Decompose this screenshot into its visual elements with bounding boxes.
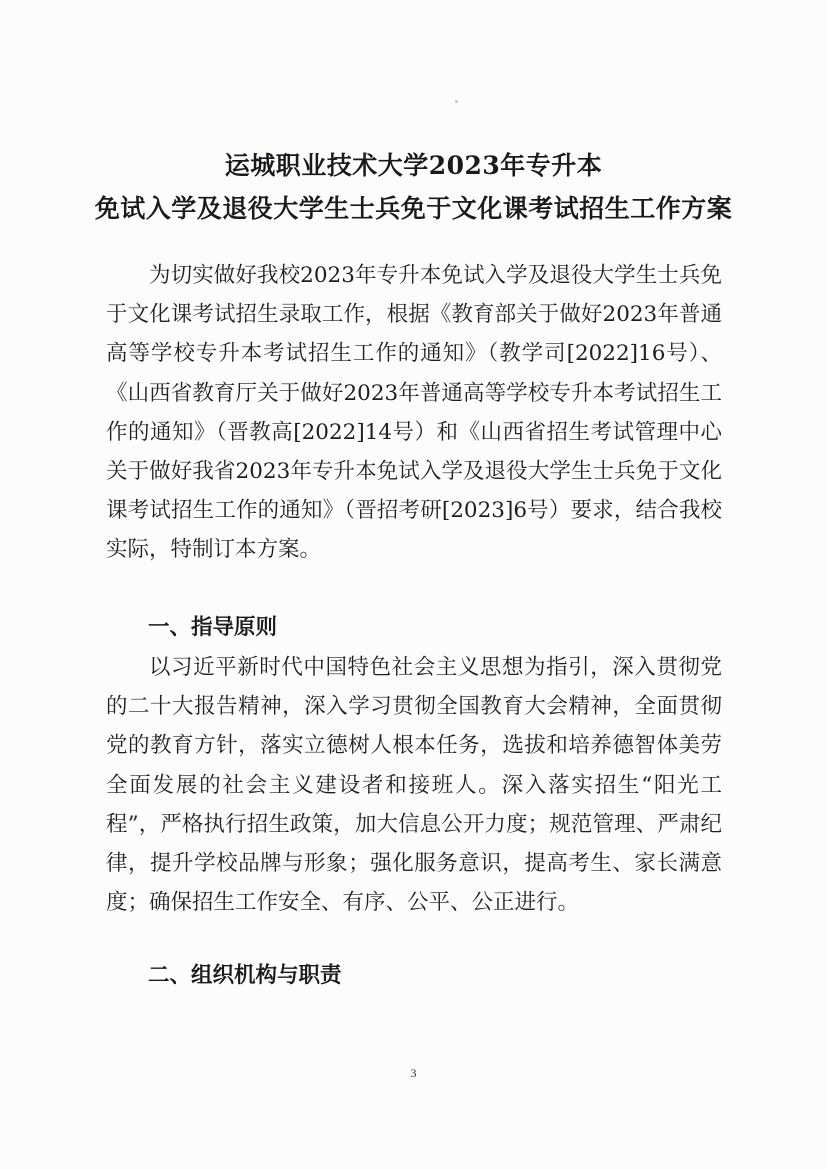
scan-speck — [455, 100, 458, 103]
document-title-line-2: 免试入学及退役大学生士兵免于文化课考试招生工作方案 — [94, 194, 733, 223]
page-number: 3 — [410, 1066, 417, 1080]
document-title-line-1: 运城职业技术大学2023年专升本 — [224, 151, 603, 180]
guiding-principles-paragraph: 以习近平新时代中国特色社会主义思想为指引，深入贯彻党的二十大报告精神，深入学习贯彻全国教育大会精神，全面贯彻党的教育方针，落实立德树人根本任务，选拔和培养德智体美劳全面发展的社会主义建设者和接班人。深入落实招生“阳光工程”，严格执行招生政策，加大信息公开力度；规范管理、严肃纪律，提升学校品牌与形象；强化服务意识，提高考生、家长满意度；确保招生工作安全、有序、公平、公正进行。 — [106, 655, 722, 916]
guiding-principles-section — [106, 648, 722, 922]
section-heading-organization: 二、组织机构与职责 — [148, 963, 342, 988]
intro-section — [106, 256, 722, 570]
intro-paragraph: 为切实做好我校2023年专升本免试入学及退役大学生士兵免于文化课考试招生录取工作，根据《教育部关于做好2023年普通高等学校专升本考试招生工作的通知》（教学司[2022]16号）、《山西省教育厅关于做好2023年普通高等学校专升本考试招生工作的通知》（晋教高[2022]14号）和《山西省招生考试管理中心关于做好我省2023年专升本免试入学及退役大学生士兵免于文化课考试招生工作的通知》（晋招考研[2023]6号）要求，结合我校实际，特制订本方案。 — [106, 263, 722, 563]
section-heading-guiding-principles: 一、指导原则 — [148, 615, 278, 640]
